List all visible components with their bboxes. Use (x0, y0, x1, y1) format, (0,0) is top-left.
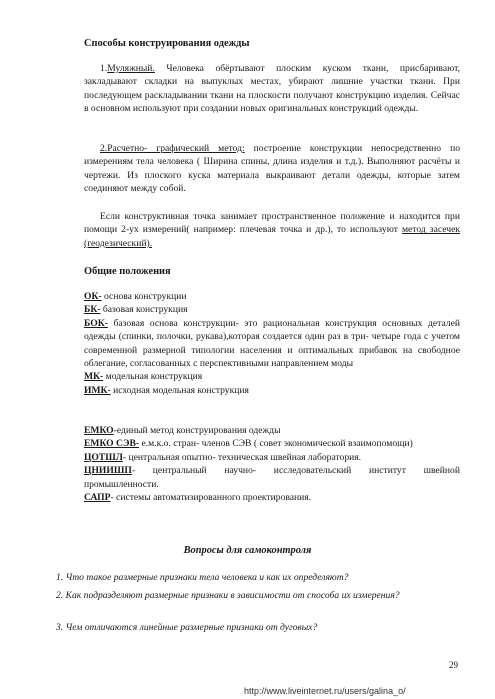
definition-term: САПР (84, 492, 111, 504)
definition-item (84, 464, 460, 491)
definition-text: е.м.к.о. стран- членов СЭВ ( совет экономической взаимопомощи) (139, 438, 413, 450)
questions-title: Вопросы для самоконтроля (183, 545, 312, 556)
definition-item (84, 451, 460, 464)
definition-term: ЕМКО (84, 425, 114, 436)
method-term: 2.Расчетно- графический метод: (100, 143, 245, 154)
definition-term: ОК- (84, 291, 102, 302)
question-item: 2. Как подразделяют размерные признаки в зависимости от способа их измерения? (56, 590, 400, 601)
paragraph-mulyazhny (84, 62, 460, 116)
definition-term: ЦОТШЛ (84, 451, 123, 463)
definition-term: МК- (84, 371, 104, 383)
definition-item (84, 437, 460, 450)
paragraph-zasechki (84, 210, 460, 250)
question-item: 1. Что такое размерные признаки тела человека и как их определяют? (56, 572, 349, 583)
definition-item (84, 384, 460, 397)
section-title: Способы конструирования одежды (84, 38, 250, 49)
definition-item (84, 424, 460, 437)
definition-list-2 (84, 424, 460, 504)
paragraph-text: Человека обёртывают плоским куском ткани, присбаривают, закладывают складки на выпуклых местах, убирают лишние участки ткани. При последующем раскладывании ткани на плоскости получают конструкцию изделия. Сейчас в основном используют при создании новых оригинальных конструкций одежды. (84, 63, 460, 115)
method-term: метод засечек (геодезический). (84, 224, 460, 249)
method-term: Муляжный. (107, 63, 155, 74)
definition-list (84, 290, 460, 397)
page-number: 29 (449, 660, 458, 670)
definition-text: модельная конструкция (103, 371, 203, 383)
definition-item (84, 290, 460, 303)
definition-text: исходная модельная конструкция (110, 384, 249, 396)
paragraph-raschetno (84, 142, 460, 196)
section-subtitle: Общие положения (84, 266, 171, 277)
definition-term: ИМК- (84, 384, 111, 396)
definition-item (84, 491, 460, 504)
definition-item (84, 370, 460, 383)
definition-text: основа конструкции (101, 291, 187, 302)
paragraph-text: построение конструкции непосредственно по измерениям тела человека ( Ширина спины, длина изделия и т.д.). Выполняют расчёты и чертежи. Из плоского куска материала выкраивают детали одежды, которые затем соединяют между собой. (84, 143, 461, 195)
paragraph-text: Если конструктивная точка занимает пространственное положение и находится при помощи 2-ух измерений( например: плечевая точка и др.), то используют (84, 211, 460, 236)
definition-text: базовая основа конструкции- это рациональная конструкция основных деталей одежды (спинки, полочки, рукава),которая создается один раз в три- четыре года с учетом современной размерной типологии населения и оптимальных прибавок на свободное облегание, согласованных с перспективными направлением моды (84, 317, 460, 370)
definition-term: ЕМКО СЭВ- (84, 438, 140, 450)
definition-text: - центральная опытно- техническая швейная лаборатория. (122, 451, 362, 463)
definition-term: БК- (84, 304, 101, 316)
definition-text: - центральный научно- исследовательский институт швейной промышленности. (84, 465, 460, 490)
question-item: 3. Чем отличаются линейные размерные признаки от дуговых? (56, 622, 318, 633)
footer-url: http://www.liveinternet.ru/users/galina_o/ (244, 686, 406, 696)
definition-term: БОК- (84, 317, 108, 329)
definition-term: ЦНИИШП (84, 465, 132, 477)
definition-item (84, 303, 460, 316)
paragraph-number: 1. (100, 63, 108, 74)
definition-item (84, 317, 460, 371)
definition-text: - системы автоматизированного проектирования. (110, 492, 312, 504)
definition-text: базовая конструкция (100, 304, 188, 316)
definition-text: -единый метод конструирования одежды (113, 425, 281, 436)
